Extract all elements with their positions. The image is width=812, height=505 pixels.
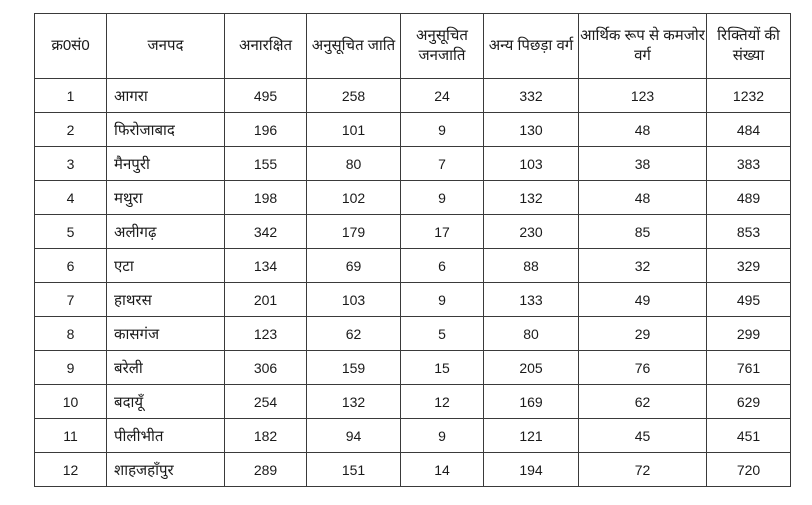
cell-district: कासगंज — [107, 317, 225, 351]
cell-serial: 8 — [35, 317, 107, 351]
cell-st: 5 — [401, 317, 484, 351]
table-row — [35, 317, 791, 351]
cell-st: 9 — [401, 181, 484, 215]
cell-district: मैनपुरी — [107, 147, 225, 181]
cell-ews: 38 — [579, 147, 707, 181]
cell-st: 6 — [401, 249, 484, 283]
cell-obc: 80 — [484, 317, 579, 351]
cell-serial: 2 — [35, 113, 107, 147]
cell-total: 853 — [707, 215, 791, 249]
cell-st: 7 — [401, 147, 484, 181]
cell-obc: 230 — [484, 215, 579, 249]
cell-unreserved: 254 — [225, 385, 307, 419]
cell-ews: 32 — [579, 249, 707, 283]
table-row — [35, 351, 791, 385]
table-row — [35, 215, 791, 249]
cell-unreserved: 198 — [225, 181, 307, 215]
cell-st: 9 — [401, 283, 484, 317]
cell-unreserved: 196 — [225, 113, 307, 147]
cell-district: बदायूँ — [107, 385, 225, 419]
table-row — [35, 385, 791, 419]
table-row — [35, 283, 791, 317]
cell-obc: 194 — [484, 453, 579, 487]
cell-unreserved: 289 — [225, 453, 307, 487]
cell-sc: 69 — [307, 249, 401, 283]
cell-serial: 3 — [35, 147, 107, 181]
cell-district: मथुरा — [107, 181, 225, 215]
cell-district: शाहजहाँपुर — [107, 453, 225, 487]
cell-ews: 85 — [579, 215, 707, 249]
cell-district: पीलीभीत — [107, 419, 225, 453]
cell-obc: 133 — [484, 283, 579, 317]
cell-st: 15 — [401, 351, 484, 385]
cell-total: 495 — [707, 283, 791, 317]
cell-sc: 80 — [307, 147, 401, 181]
vacancy-table — [34, 13, 791, 487]
cell-ews: 72 — [579, 453, 707, 487]
cell-ews: 62 — [579, 385, 707, 419]
cell-sc: 179 — [307, 215, 401, 249]
cell-total: 489 — [707, 181, 791, 215]
cell-serial: 5 — [35, 215, 107, 249]
cell-ews: 123 — [579, 79, 707, 113]
cell-district: हाथरस — [107, 283, 225, 317]
table-row — [35, 79, 791, 113]
cell-obc: 169 — [484, 385, 579, 419]
cell-ews: 49 — [579, 283, 707, 317]
cell-obc: 121 — [484, 419, 579, 453]
cell-unreserved: 342 — [225, 215, 307, 249]
cell-sc: 159 — [307, 351, 401, 385]
header-row — [35, 14, 791, 79]
cell-total: 484 — [707, 113, 791, 147]
cell-st: 24 — [401, 79, 484, 113]
cell-district: बरेली — [107, 351, 225, 385]
cell-ews: 29 — [579, 317, 707, 351]
cell-serial: 7 — [35, 283, 107, 317]
cell-sc: 62 — [307, 317, 401, 351]
cell-total: 1232 — [707, 79, 791, 113]
header-sc: अनुसूचित जाति — [307, 14, 401, 79]
cell-district: अलीगढ़ — [107, 215, 225, 249]
table-row — [35, 181, 791, 215]
cell-district: आगरा — [107, 79, 225, 113]
cell-serial: 9 — [35, 351, 107, 385]
header-total-vacancies: रिक्तियों की संख्या — [707, 14, 791, 79]
cell-serial: 10 — [35, 385, 107, 419]
header-district: जनपद — [107, 14, 225, 79]
table-row — [35, 147, 791, 181]
header-obc: अन्य पिछड़ा वर्ग — [484, 14, 579, 79]
cell-total: 761 — [707, 351, 791, 385]
cell-district: फिरोजाबाद — [107, 113, 225, 147]
cell-sc: 94 — [307, 419, 401, 453]
cell-unreserved: 201 — [225, 283, 307, 317]
cell-obc: 205 — [484, 351, 579, 385]
cell-unreserved: 134 — [225, 249, 307, 283]
cell-ews: 45 — [579, 419, 707, 453]
header-unreserved: अनारक्षित — [225, 14, 307, 79]
table-row — [35, 453, 791, 487]
cell-obc: 132 — [484, 181, 579, 215]
cell-sc: 132 — [307, 385, 401, 419]
table-row — [35, 249, 791, 283]
cell-unreserved: 495 — [225, 79, 307, 113]
cell-serial: 1 — [35, 79, 107, 113]
table-row — [35, 419, 791, 453]
cell-obc: 332 — [484, 79, 579, 113]
header-st: अनुसूचित जनजाति — [401, 14, 484, 79]
cell-serial: 11 — [35, 419, 107, 453]
cell-serial: 12 — [35, 453, 107, 487]
table-row — [35, 113, 791, 147]
cell-unreserved: 306 — [225, 351, 307, 385]
cell-sc: 101 — [307, 113, 401, 147]
cell-serial: 4 — [35, 181, 107, 215]
cell-st: 14 — [401, 453, 484, 487]
cell-sc: 103 — [307, 283, 401, 317]
header-ews: आर्थिक रूप से कमजोर वर्ग — [579, 14, 707, 79]
cell-ews: 48 — [579, 113, 707, 147]
cell-unreserved: 123 — [225, 317, 307, 351]
cell-unreserved: 155 — [225, 147, 307, 181]
cell-total: 299 — [707, 317, 791, 351]
cell-unreserved: 182 — [225, 419, 307, 453]
cell-total: 720 — [707, 453, 791, 487]
cell-st: 9 — [401, 419, 484, 453]
cell-st: 12 — [401, 385, 484, 419]
cell-st: 9 — [401, 113, 484, 147]
cell-total: 451 — [707, 419, 791, 453]
header-serial: क्र0सं0 — [35, 14, 107, 79]
cell-district: एटा — [107, 249, 225, 283]
cell-sc: 151 — [307, 453, 401, 487]
cell-ews: 48 — [579, 181, 707, 215]
cell-obc: 130 — [484, 113, 579, 147]
cell-serial: 6 — [35, 249, 107, 283]
cell-total: 383 — [707, 147, 791, 181]
cell-sc: 258 — [307, 79, 401, 113]
cell-total: 629 — [707, 385, 791, 419]
cell-obc: 88 — [484, 249, 579, 283]
cell-total: 329 — [707, 249, 791, 283]
cell-sc: 102 — [307, 181, 401, 215]
cell-obc: 103 — [484, 147, 579, 181]
cell-ews: 76 — [579, 351, 707, 385]
cell-st: 17 — [401, 215, 484, 249]
